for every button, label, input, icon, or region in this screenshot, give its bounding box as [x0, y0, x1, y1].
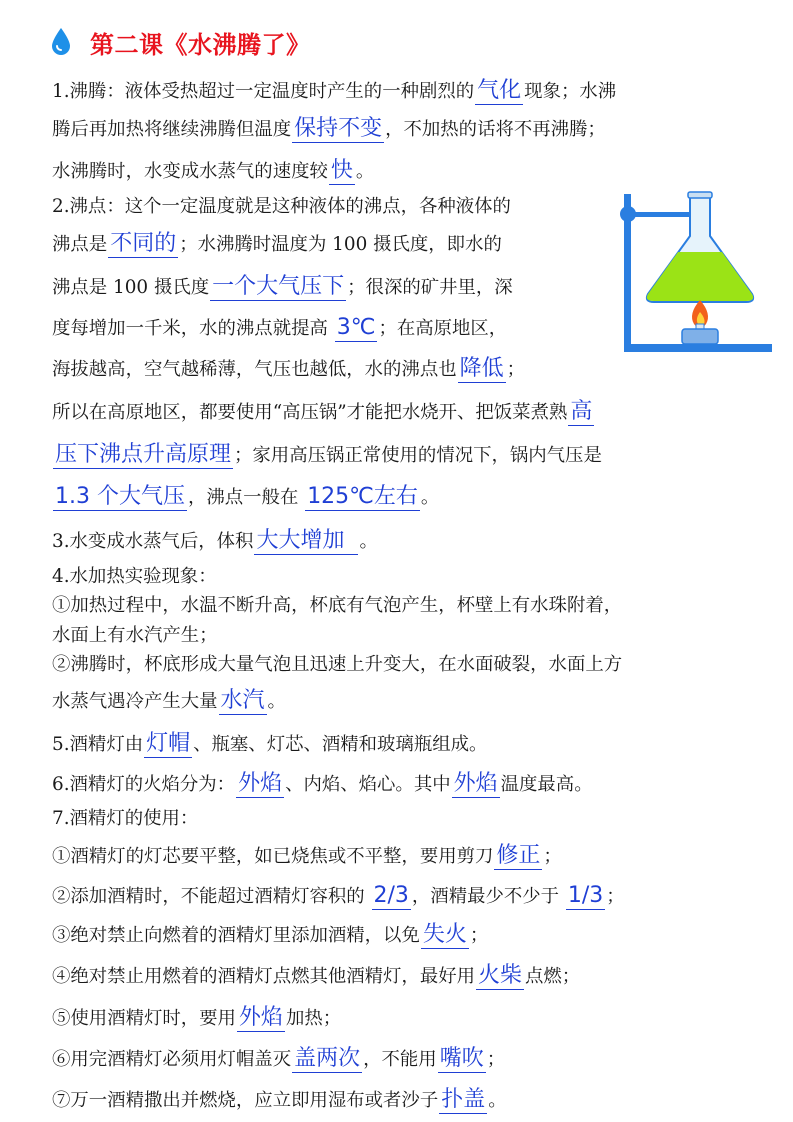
text: ；	[543, 846, 562, 867]
line-s7-1	[52, 845, 562, 870]
text: 。	[267, 691, 286, 712]
text: 海拔越高，空气越稀薄，气压也越低，水的沸点也	[52, 359, 457, 380]
answer-blank: 火柴	[478, 963, 523, 988]
text: 4.水加热实验现象：	[52, 566, 217, 587]
answer-blank: 失火	[422, 922, 467, 947]
line-s2-6	[52, 401, 595, 426]
text: ；	[486, 1049, 506, 1070]
answer-blank: 扑盖	[441, 1087, 486, 1112]
line-s4-head	[52, 568, 217, 586]
answer-blank: 一个大气压下	[212, 274, 345, 299]
line-s2-1	[52, 198, 511, 216]
text: ①加热过程中，水温不断升高，杯底有气泡产生，杯壁上有水珠附着，	[52, 595, 623, 616]
text: ⑤使用酒精灯时，要用	[52, 1008, 236, 1029]
text: 7.酒精灯的使用：	[52, 808, 199, 829]
line-s5	[52, 733, 487, 758]
text: ；水沸腾时温度为 100 摄氏度，即水的	[179, 234, 502, 255]
text: 水沸腾时，水变成水蒸气的速度较	[52, 161, 328, 182]
text: 、瓶塞、灯芯、酒精和玻璃瓶组成。	[193, 734, 488, 755]
line-s6	[52, 773, 593, 798]
text: 、内焰、焰心。其中	[285, 774, 451, 795]
text: ，沸点一般在	[187, 487, 305, 508]
text: 。	[420, 487, 440, 508]
text: ①酒精灯的灯芯要平整，如已烧焦或不平整，要用剪刀	[52, 846, 494, 867]
line-s7-3	[52, 924, 488, 949]
answer-blank: 125℃左右	[307, 484, 418, 509]
text: 。	[359, 531, 378, 552]
stand-base	[624, 344, 772, 352]
text: 现象；水沸	[524, 81, 617, 102]
line-s1-2	[52, 118, 606, 143]
answer-blank: 1.3 个大气压	[55, 484, 185, 509]
text: ⑦万一酒精撒出并燃烧，应立即用湿布或者沙子	[52, 1090, 439, 1111]
text: 水面上有水汽产生；	[52, 625, 218, 646]
answer-blank: 3℃	[336, 315, 376, 340]
text: 2.沸点：这个一定温度就是这种液体的沸点，各种液体的	[52, 196, 511, 217]
text: 6.酒精灯的火焰分为：	[52, 774, 236, 795]
text: ③绝对禁止向燃着的酒精灯里添加酒精，以免	[52, 925, 420, 946]
line-s1-3	[52, 160, 374, 185]
line-s2-7	[52, 444, 602, 469]
flask-on-burner-illustration	[606, 186, 776, 362]
line-s3	[52, 530, 378, 555]
text: 3.水变成水蒸气后，体积	[52, 531, 254, 552]
stand-clamp-knob	[620, 206, 636, 222]
text: ④绝对禁止用燃着的酒精灯点燃其他酒精灯，最好用	[52, 966, 475, 987]
answer-blank: 灯帽	[146, 731, 191, 756]
flask-rim	[688, 192, 712, 198]
answer-blank: 2/3	[373, 883, 409, 908]
answer-blank: 外焰	[238, 771, 283, 796]
answer-blank: 嘴吹	[439, 1046, 484, 1071]
text: ；在高原地区，	[378, 318, 508, 339]
text: 。	[355, 161, 375, 182]
text: 腾后再加热将继续沸腾但温度	[52, 119, 292, 140]
line-s7-2	[52, 885, 625, 910]
text: 点燃；	[525, 966, 581, 987]
text: 所以在高原地区，都要使用“高压锅”才能把水烧开、把饭菜煮熟	[52, 402, 568, 423]
text: 水蒸气遇冷产生大量	[52, 691, 218, 712]
text: ；	[469, 925, 489, 946]
text: ；	[506, 359, 526, 380]
text: 1.沸腾：液体受热超过一定温度时产生的一种剧烈的	[52, 81, 475, 102]
answer-blank: 1/3	[567, 883, 604, 908]
text: ②沸腾时，杯底形成大量气泡且迅速上升变大，在水面破裂，水面上方	[52, 654, 623, 675]
line-s4-3	[52, 656, 622, 674]
answer-blank: 高	[570, 399, 593, 424]
answer-blank: 保持不变	[294, 116, 383, 141]
line-s7-4	[52, 965, 580, 990]
text: ；很深的矿井里，深	[347, 277, 513, 298]
text: 沸点是 100 摄氏度	[52, 277, 210, 298]
answer-blank: 水汽	[220, 688, 265, 713]
text: 沸点是	[52, 234, 108, 255]
water-drop-icon	[50, 27, 72, 57]
answer-blank: 大大增加	[254, 530, 358, 555]
line-s7-5	[52, 1007, 341, 1032]
line-s2-8	[52, 486, 439, 511]
text: ，酒精最少不少于	[411, 886, 565, 907]
text: ；家用高压锅正常使用的情况下，锅内气压是	[234, 445, 602, 466]
burner-body	[682, 329, 718, 344]
text: ⑥用完酒精灯必须用灯帽盖灭	[52, 1049, 292, 1070]
answer-blank: 外焰	[238, 1005, 283, 1030]
page-title: 第二课《水沸腾了》	[90, 30, 311, 59]
text: ，不能用	[363, 1049, 437, 1070]
answer-blank: 盖两次	[294, 1046, 361, 1071]
text: ；	[606, 886, 625, 907]
answer-blank: 修正	[496, 843, 541, 868]
answer-blank: 压下沸点升高原理	[55, 442, 232, 467]
answer-blank: 降低	[459, 356, 504, 381]
answer-blank: 快	[330, 158, 353, 183]
line-s4-4	[52, 690, 286, 715]
text: 加热；	[285, 1008, 342, 1029]
text: 。	[488, 1090, 507, 1111]
line-s2-4	[52, 317, 507, 342]
text: ②添加酒精时，不能超过酒精灯容积的	[52, 886, 371, 907]
line-s1-1	[52, 80, 616, 105]
title-row	[50, 20, 311, 64]
line-s2-5	[52, 358, 525, 383]
answer-blank: 不同的	[110, 231, 177, 256]
text: 度每增加一千米，水的沸点就提高	[52, 318, 334, 339]
text: 温度最高。	[500, 774, 593, 795]
flask-liquid	[647, 252, 753, 301]
line-s2-2	[52, 233, 502, 258]
line-s7-7	[52, 1089, 507, 1114]
answer-blank: 外焰	[453, 771, 498, 796]
answer-blank: 气化	[477, 78, 522, 103]
line-s7-head	[52, 810, 198, 828]
line-s4-1	[52, 597, 622, 615]
line-s2-3	[52, 276, 513, 301]
text: 5.酒精灯由	[52, 734, 144, 755]
text: ，不加热的话将不再沸腾；	[385, 119, 606, 140]
line-s4-2	[52, 627, 218, 645]
line-s7-6	[52, 1048, 505, 1073]
